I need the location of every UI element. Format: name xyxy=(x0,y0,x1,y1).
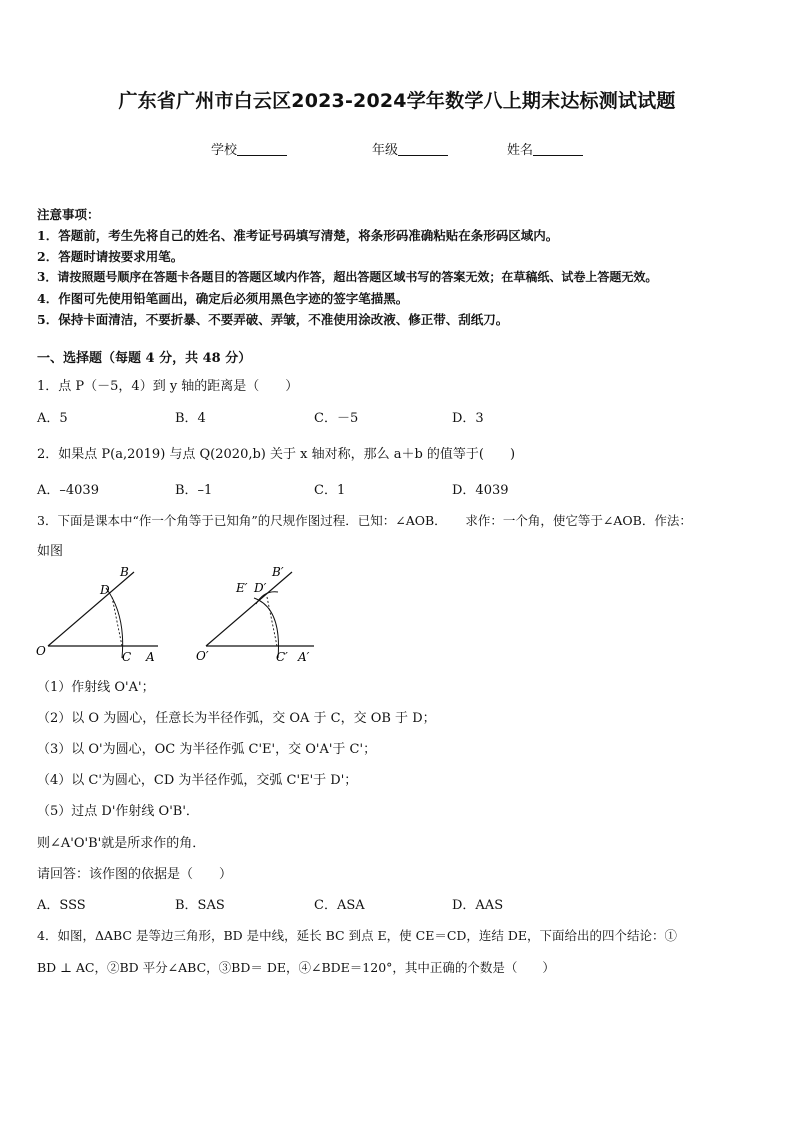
school-blank[interactable] xyxy=(237,143,287,156)
note-item: 3．请按照题号顺序在答题卡各题目的答题区域内作答，超出答题区域书写的答案无效；在草稿纸、试卷上答题无效。 xyxy=(37,270,658,284)
question-3-stem: 3．下面是课本中“作一个角等于已知角”的尺规作图过程．已知：∠AOB． 求作：一个角，使它等于∠AOB．作法： xyxy=(37,513,692,528)
label-b-prime: B′ xyxy=(272,565,284,579)
arc-c-prime-e-prime xyxy=(254,598,279,658)
original-angle-figure xyxy=(36,565,158,664)
q3-step-2: （2）以 O 为圆心，任意长为半径作弧，交 OA 于 C，交 OB 于 D； xyxy=(37,711,436,726)
question-2-stem: 2．如果点 P(a,2019) 与点 Q(2020,b) 关于 x 轴对称，那么 a＋b 的值等于( ) xyxy=(37,447,516,462)
q1-option-d[interactable]: D．3 xyxy=(452,411,484,426)
q3-step-4: （4）以 C'为圆心，CD 为半径作弧，交弧 C'E'于 D'； xyxy=(37,773,358,788)
question-1-stem: 1．点 P（－5，4）到 y 轴的距离是（ ） xyxy=(37,379,299,394)
label-c: C xyxy=(122,650,132,664)
label-a-prime: A′ xyxy=(298,650,310,664)
grade-blank[interactable] xyxy=(398,143,448,156)
school-label: 学校 xyxy=(211,143,238,158)
school-field xyxy=(211,139,287,158)
label-d: D xyxy=(100,583,110,597)
q3-step-5: （5）过点 D'作射线 O'B'． xyxy=(37,804,199,819)
name-label: 姓名 xyxy=(507,143,534,158)
angle-construction-figure xyxy=(30,560,330,670)
q3-option-c[interactable]: C．ASA xyxy=(314,898,365,913)
notes-section xyxy=(37,204,657,330)
q1-option-b[interactable]: B．4 xyxy=(175,411,206,426)
q3-option-b[interactable]: B．SAS xyxy=(175,898,225,913)
label-c-prime: C′ xyxy=(276,650,288,664)
constructed-angle-figure xyxy=(196,565,314,664)
q1-option-a[interactable]: A．5 xyxy=(37,411,68,426)
q2-option-c[interactable]: C．1 xyxy=(314,483,346,498)
q2-option-d[interactable]: D．4039 xyxy=(452,483,509,498)
grade-label: 年级 xyxy=(372,143,399,158)
ray-o-prime-b-prime xyxy=(206,572,292,646)
question-4-stem: 4．如图，ΔABC 是等边三角形，BD 是中线，延长 BC 到点 E，使 CE＝CD，连结 DE，下面给出的四个结论：① xyxy=(37,928,678,943)
name-field xyxy=(507,139,583,158)
label-e-prime: E′ xyxy=(236,581,248,595)
label-o: O xyxy=(36,644,46,658)
q2-option-b[interactable]: B．–1 xyxy=(175,483,213,498)
question-3-stem-cont: 如图 xyxy=(37,544,64,559)
q3-conclusion: 则∠A'O'B'就是所求作的角． xyxy=(37,836,206,851)
question-4-stem-cont: BD ⊥ AC，②BD 平分∠ABC，③BD＝ DE，④∠BDE＝120°，其中正确的个数是（ ） xyxy=(37,960,555,975)
q1-option-c[interactable]: C．－5 xyxy=(314,411,359,426)
label-a: A xyxy=(146,650,155,664)
note-item: 5．保持卡面清洁，不要折暴、不要弄破、弄皱，不准使用涂改液、修正带、刮纸刀。 xyxy=(37,312,509,327)
grade-field xyxy=(372,139,448,158)
note-item: 2．答题时请按要求用笔。 xyxy=(37,249,184,264)
notes-heading: 注意事项： xyxy=(37,207,100,222)
q3-option-a[interactable]: A．SSS xyxy=(37,898,86,913)
label-o-prime: O′ xyxy=(196,649,209,663)
q3-option-d[interactable]: D．AAS xyxy=(452,898,504,913)
label-d-prime: D′ xyxy=(254,581,267,595)
q2-option-a[interactable]: A．–4039 xyxy=(37,483,99,498)
label-b: B xyxy=(120,565,129,579)
q3-step-1: （1）作射线 O'A'； xyxy=(37,680,155,695)
q3-step-3: （3）以 O'为圆心，OC 为半径作弧 C'E'，交 O'A'于 C'； xyxy=(37,742,377,757)
note-item: 4．作图可先使用铅笔画出，确定后必须用黑色字迹的签字笔描黑。 xyxy=(37,291,409,306)
arc-cd xyxy=(106,588,123,658)
q3-ask: 请回答：该作图的依据是（ ） xyxy=(37,867,233,882)
ray-ob xyxy=(48,572,134,646)
section-heading: 一、选择题（每题 4 分，共 48 分） xyxy=(37,351,252,366)
name-blank[interactable] xyxy=(533,143,583,156)
exam-title: 广东省广州市白云区2023-2024学年数学八上期末达标测试试题 xyxy=(118,90,676,112)
note-item: 1．答题前，考生先将自己的姓名、准考证号码填写清楚，将条形码准确粘贴在条形码区域内。 xyxy=(37,228,559,243)
